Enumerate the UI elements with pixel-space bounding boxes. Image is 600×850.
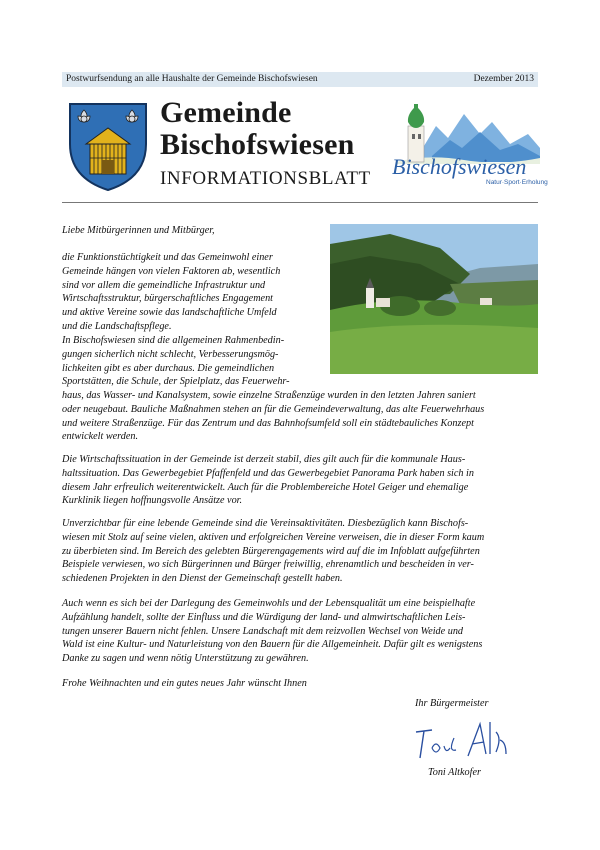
header-bar bbox=[62, 72, 538, 87]
paragraph-line: wiesen mit Stolz auf seine vielen, aktiven und erfolgreichen Vereine verweisen, die in dieser Form kaum bbox=[62, 531, 485, 543]
paragraph-line: und aktive Vereine sowie das landschaftliche Umfeld bbox=[62, 307, 277, 319]
mailing-note: Postwurfsendung an alle Haushalte der Gemeinde Bischofswiesen bbox=[66, 74, 318, 84]
paragraph-5 bbox=[62, 597, 538, 666]
paragraph-line: gungen sicherlich nicht schlecht, Verbesserungsmög- bbox=[62, 348, 279, 360]
paragraph-line: und weitere Straßenzüge. Für das Zentrum und das Bahnhofsumfeld soll ein städtebauliches Konzept bbox=[62, 417, 474, 429]
bischofswiesen-logo bbox=[388, 104, 548, 188]
logo-script-text: Bischofswiesen bbox=[392, 154, 527, 179]
page-title bbox=[160, 97, 354, 161]
paragraph-1 bbox=[62, 251, 322, 334]
coat-of-arms-icon bbox=[64, 100, 152, 192]
paragraph-line: lichkeiten gibt es aber durchaus. Die gemeindlichen bbox=[62, 362, 275, 374]
paragraph-line: Gemeinde hängen von vielen Faktoren ab, wesentlich bbox=[62, 265, 281, 277]
header-divider bbox=[62, 202, 538, 203]
paragraph-line: Auch wenn es sich bei der Darlegung des Gemeinwohls und der Lebensqualität um eine beispielhafte bbox=[62, 598, 476, 609]
paragraph-line: diesem Jahr erfreulich weiterentwickelt. Auch für die Problembereiche Hotel Geiger und ehemalige bbox=[62, 481, 469, 493]
paragraph-line: Wald ist eine Kultur- und Naturleistung von den Bauern für die Allgemeinheit. Dafür gilt es wenigstens bbox=[62, 639, 483, 651]
paragraph-line: Sportstätten, die Schule, der Spielplatz, das Feuerwehr- bbox=[62, 376, 290, 388]
paragraph-line: oder neugebaut. Bauliche Maßnahmen stehen an für die Gemeindeverwaltung, das alte Feuerwehrhaus bbox=[62, 403, 485, 415]
paragraph-4 bbox=[62, 517, 538, 586]
paragraph-2 bbox=[62, 389, 538, 444]
paragraph-line: sind vor allem die gemeindliche Infrastruktur und bbox=[62, 279, 266, 291]
paragraph-line: Unverzichtbar für eine lebende Gemeinde sind die Vereinsaktivitäten. Diesbezüglich kann Bischofs- bbox=[62, 518, 469, 529]
paragraph-line: und die Landschaftspflege. bbox=[62, 320, 172, 332]
paragraph-line: Aufzählung handelt, sollte der Einfluss und die Würdigung der land- und almwirtschaftlichen Leis- bbox=[62, 611, 466, 623]
paragraph-line: entwickelt werden. bbox=[62, 431, 139, 443]
paragraph-line: zu überbieten sind. Im Bereich des gelebten Bürgerengagements wird auf die im Infoblatt aufgeführten bbox=[62, 545, 480, 557]
paragraph-line: Beispiele verwiesen, wo sich Bürgerinnen und Bürger freiwillig, ehrenamtlich und bescheiden in ver- bbox=[62, 559, 474, 571]
page-subtitle: INFORMATIONSBLATT bbox=[160, 168, 371, 189]
paragraph-line: Die Wirtschaftssituation in der Gemeinde ist derzeit stabil, dies gilt auch für die kommunale Haus- bbox=[62, 454, 466, 465]
logo-tagline: Natur·Sport·Erholung bbox=[486, 179, 548, 186]
title-line-1: Gemeinde bbox=[160, 96, 292, 129]
paragraph-line: die Funktionstüchtigkeit und das Gemeinwohl einer bbox=[62, 252, 273, 263]
title-line-2: Bischofswiesen bbox=[160, 128, 355, 161]
paragraph-line: tungen unserer Bauern nicht fehlen. Unsere Landschaft mit dem reizvollen Wechsel von Weide und bbox=[62, 625, 464, 637]
issue-date: Dezember 2013 bbox=[473, 74, 534, 84]
paragraph-line: Wirtschaftsstruktur, bürgerschaftliches Engagement bbox=[62, 293, 273, 305]
paragraph-line: haltssituation. Das Gewerbegebiet Pfaffenfeld und das Gewerbegebiet Panorama Park haben sich in bbox=[62, 467, 474, 479]
paragraph-line: schiedenen Projekten in den Dienst der Gemeinschaft gestellt haben. bbox=[62, 573, 343, 585]
signoff-role: Ihr Bürgermeister bbox=[415, 698, 489, 709]
paragraph-2-intro bbox=[62, 334, 322, 389]
paragraph-line: haus, das Wasser- und Kanalsystem, sowie einzelne Straßenzüge wurden in den letzten Jahren saniert bbox=[62, 390, 476, 401]
signature-icon bbox=[410, 718, 510, 764]
paragraph-line: Danke zu sagen und wenn nötig Unterstützung zu gewähren. bbox=[62, 653, 309, 665]
paragraph-3 bbox=[62, 453, 538, 508]
closing-line: Frohe Weihnachten und ein gutes neues Jahr wünscht Ihnen bbox=[62, 678, 307, 689]
paragraph-line: In Bischofswiesen sind die allgemeinen Rahmenbedin- bbox=[62, 335, 285, 346]
salutation: Liebe Mitbürgerinnen und Mitbürger, bbox=[62, 225, 215, 236]
landscape-photo bbox=[330, 224, 538, 374]
signer-name: Toni Altkofer bbox=[428, 767, 481, 778]
paragraph-line: Kurklinik liegen hoffnungsvolle Ansätze vor. bbox=[62, 495, 243, 507]
